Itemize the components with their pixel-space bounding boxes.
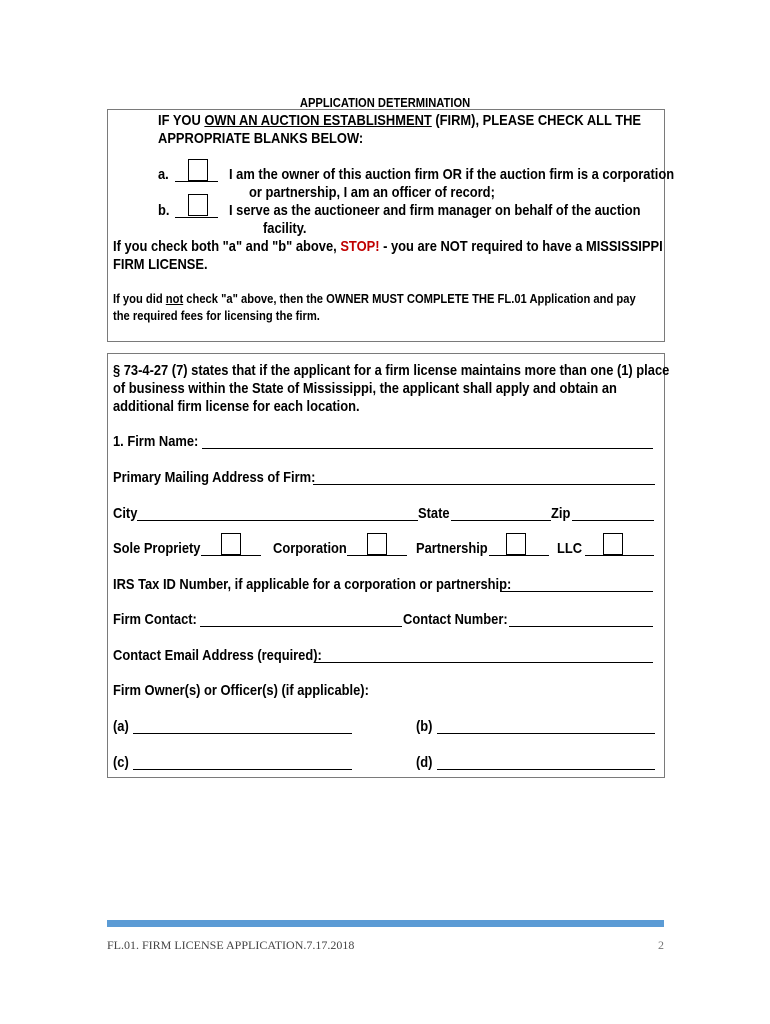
sole-propriety-blank <box>201 555 261 556</box>
owner-note: If you did not check "a" above, then the OWNER MUST COMPLETE THE FL.01 Application and pay <box>113 291 636 306</box>
owner-b-field[interactable] <box>437 733 655 734</box>
stop-note-line2: FIRM LICENSE. <box>113 256 208 273</box>
mailing-address-label: Primary Mailing Address of Firm: <box>113 469 316 486</box>
zip-field[interactable] <box>572 520 654 521</box>
state-field[interactable] <box>451 520 551 521</box>
firm-contact-label: Firm Contact: <box>113 611 197 628</box>
state-label: State <box>418 505 450 522</box>
corporation-blank <box>347 555 407 556</box>
footer-rule <box>107 920 664 927</box>
zip-label: Zip <box>551 505 571 522</box>
owner-d-label: (d) <box>416 754 433 771</box>
firm-contact-field[interactable] <box>200 626 402 627</box>
owner-d-field[interactable] <box>437 769 655 770</box>
city-label: City <box>113 505 138 522</box>
footer-document-name: FL.01. FIRM LICENSE APPLICATION.7.17.2018 <box>107 938 355 952</box>
option-b-letter: b. <box>158 202 170 219</box>
contact-number-field[interactable] <box>509 626 653 627</box>
statute-text-line2: of business within the State of Mississippi, the applicant shall apply and obtain an <box>113 380 617 397</box>
determination-heading: IF YOU OWN AN AUCTION ESTABLISHMENT (FIRM), PLEASE CHECK ALL THE <box>158 112 642 129</box>
option-a-text: I am the owner of this auction firm OR if the auction firm is a corporation <box>229 166 675 183</box>
owner-c-field[interactable] <box>133 769 352 770</box>
firm-name-label: 1. Firm Name: <box>113 433 199 450</box>
irs-tax-id-label: IRS Tax ID Number, if applicable for a corporation or partnership: <box>113 576 512 593</box>
determination-heading-line2: APPROPRIATE BLANKS BELOW: <box>158 130 364 147</box>
option-b-blank <box>175 217 218 218</box>
option-b-text-line2: facility. <box>263 220 307 237</box>
firm-info-box <box>107 353 665 778</box>
owner-note-line2: the required fees for licensing the firm. <box>113 308 320 323</box>
owner-a-field[interactable] <box>133 733 352 734</box>
sole-propriety-checkbox[interactable] <box>221 533 241 555</box>
city-field[interactable] <box>137 520 418 521</box>
option-a-letter: a. <box>158 166 169 183</box>
owner-a-label: (a) <box>113 718 129 735</box>
contact-number-label: Contact Number: <box>403 611 508 628</box>
llc-blank <box>585 555 654 556</box>
footer-page-number: 2 <box>658 938 664 952</box>
partnership-blank <box>489 555 549 556</box>
owner-c-label: (c) <box>113 754 129 771</box>
section-title: APPLICATION DETERMINATION <box>299 95 471 110</box>
corporation-checkbox[interactable] <box>367 533 387 555</box>
stop-note: If you check both "a" and "b" above, STOP! - you are NOT required to have a MISSISSIPPI <box>113 238 663 255</box>
firm-name-field[interactable] <box>202 448 653 449</box>
option-a-text-line2: or partnership, I am an officer of record; <box>249 184 495 201</box>
statute-text: § 73-4-27 (7) states that if the applicant for a firm license maintains more than one (1) place <box>113 362 670 379</box>
mailing-address-field[interactable] <box>313 484 655 485</box>
contact-email-field[interactable] <box>315 662 653 663</box>
statute-text-line3: additional firm license for each location. <box>113 398 360 415</box>
llc-label: LLC <box>557 540 583 557</box>
owners-label: Firm Owner(s) or Officer(s) (if applicable): <box>113 682 369 699</box>
option-a-checkbox[interactable] <box>188 159 208 181</box>
contact-email-label: Contact Email Address (required): <box>113 647 322 664</box>
option-b-checkbox[interactable] <box>188 194 208 216</box>
owner-b-label: (b) <box>416 718 433 735</box>
sole-propriety-label: Sole Propriety <box>113 540 201 557</box>
partnership-label: Partnership <box>416 540 488 557</box>
irs-tax-id-field[interactable] <box>501 591 653 592</box>
option-b-text: I serve as the auctioneer and firm manager on behalf of the auction <box>229 202 641 219</box>
corporation-label: Corporation <box>273 540 347 557</box>
option-a-blank <box>175 181 218 182</box>
llc-checkbox[interactable] <box>603 533 623 555</box>
partnership-checkbox[interactable] <box>506 533 526 555</box>
